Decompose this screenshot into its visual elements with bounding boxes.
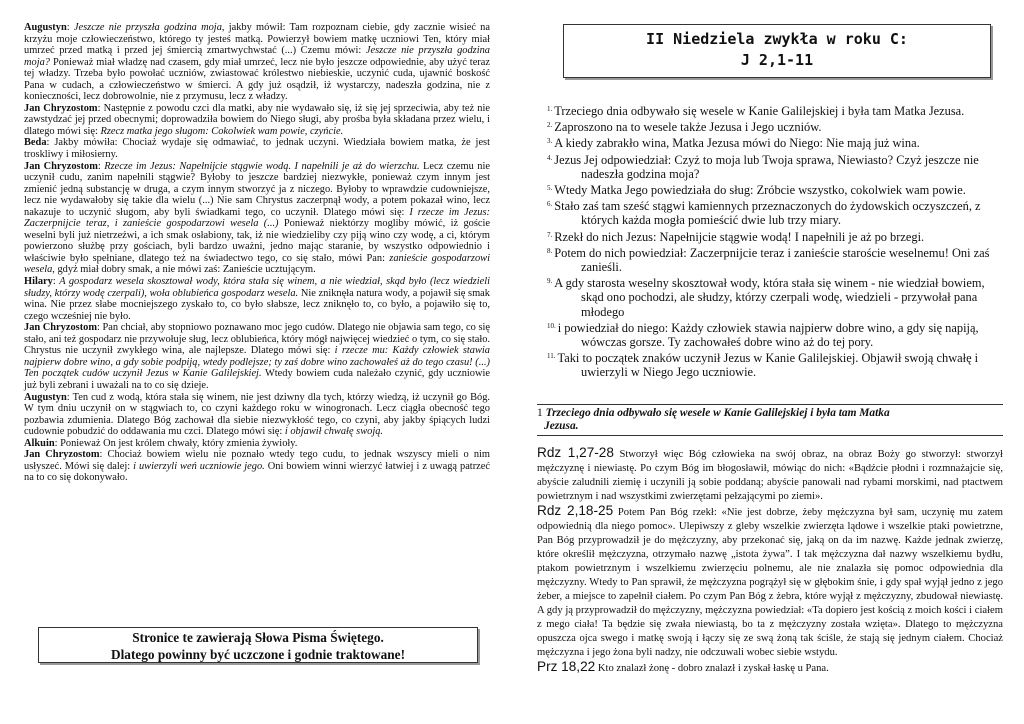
speaker-name: Jan Chryzostom	[24, 102, 98, 114]
quoted-scripture: Rzecze im Jezus: Napełnijcie stągwie wodą. I napełnili je aż do wierzchu.	[104, 160, 420, 172]
verse-number: 10.	[547, 321, 556, 330]
verse-text: A kiedy zabrakło wina, Matka Jezusa mówi do Niego: Nie mają już wina.	[554, 136, 920, 151]
verse-item	[537, 244, 997, 274]
verse-number: 7.	[547, 230, 553, 239]
verse-item	[537, 118, 997, 134]
cross-reference	[537, 660, 1003, 676]
verse-number: 11.	[547, 352, 556, 361]
quoted-scripture: zanieście gospodarzowi wesela	[24, 252, 490, 276]
verse-number: 1.	[547, 105, 553, 113]
commentary-text: Ponieważ niektórzy mogliby mówić, iż goście weselni byli już nietrzeźwi, a ich smak osłabiony, tak, iż nie wiedzieliby czy piją wino czy wodę, a ci, którym powierzono służbę przy gościach, byli bardzo uważni, jedno mając staranie, by wszystko odpowiednio i właściwie było spełniane, dlatego też na świadectwo tego, co się stało, mówi Pan:	[24, 218, 490, 264]
quoted-scripture: i uwierzyli weń uczniowie jego.	[133, 460, 265, 472]
verse-item	[537, 197, 997, 227]
commentary-column	[24, 22, 490, 484]
verse-item	[537, 151, 997, 181]
speaker-name: Alkuin	[24, 437, 55, 449]
commentary-text: , jakby mówił: Tam rozpoznam ciebie, gdy zacznie wisieć na krzyżu moje człowieczeństwo, którego ty jesteś matką. Powierzył bowiem matkę uczniowi Ten, który miał umrzeć przed matką i przed jej śmiercią zmartwychwstać (...) Czemu mówi:	[24, 22, 490, 57]
commentary-text: Wtedy bowiem cuda należało czynić, gdy uczniowie już byli zebrani i uważali na to co się dzieje.	[24, 368, 490, 391]
verse-text: A gdy starosta weselny skosztował wody, która stała się winem - nie wiedział bowiem, skąd ono pochodzi, ale słudzy, którzy czerpali wodę, wiedzieli - przywołał pana młodego	[554, 276, 985, 319]
verse-item	[537, 319, 997, 349]
verse-number: 2.	[547, 121, 553, 130]
verse-list	[537, 102, 997, 380]
quoted-scripture: I rzecze im Jezus: Zaczerpnijcie teraz, i zanieście gospodarzowi wesela (...)	[24, 206, 490, 230]
verse-item	[537, 181, 997, 197]
cross-reference	[537, 504, 1003, 660]
commentary-text: : Pan chciał, aby stopniowo poznawano moc jego cudów. Dlatego nie objawia sam tego, co się stało, ani też gospodarz nie przywołuje sług, lecz oblubieńca, który mógł najwięcej wiedzieć o tym, co się stało. Chrystus nie uczynił zwykłego wina, ale najlepsze. Dlatego mówi się:	[24, 322, 490, 357]
commentary-paragraph	[24, 161, 490, 276]
commentary-paragraph	[24, 22, 490, 103]
commentary-text: Ponieważ miał władzę nad czasem, gdy miał umrzeć, lecz nie było jeszcze odpowiednie, aby użyć teraz tej władzy. Trzeba było powołać uczniów, zwiastować królestwo niebieskie, uczynić cuda, ujawnić boskość Pana w cudach, a człowieczeństwo w śmierci. A gdy już osądził, iż wystarczy, nadeszła godzina, nie z konieczności, lecz dobrowolnie, nie z przymusu, lecz z władzy.	[24, 56, 490, 103]
gospel-reference: J 2,1-11	[740, 51, 814, 69]
notice-line-1: Stronice te zawierają Słowa Pisma Świętego.	[132, 630, 384, 645]
page-title: II Niedziela zwykła w roku C:	[646, 30, 908, 48]
commentary-text: :	[66, 22, 74, 33]
verse-number: 9.	[547, 277, 553, 286]
commentary-text: Oni bowiem winni wierzyć łatwiej i z uwagą patrzeć na to co się dokonywało.	[24, 460, 490, 484]
quoted-scripture: i objawił chwałę swoją.	[284, 426, 383, 438]
speaker-name: Jan Chryzostom	[24, 160, 98, 172]
commentary-text: Nie zniknęła natura wody, a pojawił się smak wina. Nie przez słabe mocniejszego zyskało to, co było słabsze, lecz zniknęło to, co było, a pojawiło się to, czego wcześniej nie było.	[24, 287, 490, 322]
commentary-text: : Następnie z powodu czci dla matki, aby nie wydawało się, iż się jej sprzeciwia, aby też nie zawstydzać jej przed obecnymi; doprowadziła bowiem do Niego sługi, aby prośba była składana przez wielu, i dlatego mówi się:	[24, 102, 490, 137]
verse-number: 5.	[547, 184, 553, 193]
commentary-paragraph	[24, 392, 490, 438]
verse-number: 6.	[547, 200, 553, 209]
verse-item	[537, 134, 997, 150]
quoted-scripture: Jeszcze nie przyszła godzina moja?	[24, 45, 490, 68]
commentary-paragraph	[24, 438, 490, 450]
header-box	[563, 24, 991, 78]
commentary-text: : Jakby mówiła: Chociaż wydaje się odmawiać, to jednak uczyni. Wiedziała bowiem matka, że jest troskliwy i miłosierny.	[24, 137, 490, 161]
verse-text: Potem do nich powiedział: Zaczerpnijcie teraz i zanieście staroście weselnemu! Oni zaś zanieśli.	[554, 245, 990, 275]
selected-verse-text: Trzeciego dnia odbywało się wesele w Kanie Galilejskiej i była tam Matka	[545, 407, 890, 419]
commentary-text: : Chociaż bowiem wielu nie poznało wtedy tego cudu, to jednak wszyscy mieli o nim usłyszeć. Mówi się dalej:	[24, 449, 490, 472]
verse-text: Rzekł do nich Jezus: Napełnijcie stągwie wodą! I napełnili je aż po brzegi.	[554, 229, 925, 244]
speaker-name: Augustyn	[24, 22, 67, 33]
verse-item	[537, 102, 997, 118]
verse-text: Jezus Jej odpowiedział: Czyż to moja lub Twoja sprawa, Niewiasto? Czyż jeszcze nie nadeszła godzina moja?	[554, 152, 979, 181]
commentary-text: :	[97, 160, 105, 172]
cross-reference-text: Stworzył więc Bóg człowieka na swój obraz, na obraz Boży go stworzył: stworzył mężczyznę i niewiastę. Po czym Bóg im błogosławił, mówiąc do nich: «Bądźcie płodni i rozmnażajcie się, abyście zaludnili ziemię i uczynili ją sobie poddaną; abyście panowali nad rybami morskimi, nad ptactwem powietrznym i nad wszystkimi zwierzętami pełzającymi po ziemi».	[537, 449, 1003, 502]
commentary-text: : Ponieważ On jest królem chwały, który zmienia żywioły.	[54, 437, 298, 449]
verse-number: 3.	[547, 137, 553, 146]
commentary-paragraph	[24, 276, 490, 322]
verse-text: i powiedział do niego: Każdy człowiek stawia najpierw dobre wino, a gdy się napiją, wówczas gorsze. Ty zachowałeś dobre wino aż do tej pory.	[557, 320, 979, 350]
cross-reference-label: Rdz 2,18-25	[537, 503, 614, 518]
verse-item	[537, 274, 997, 319]
cross-reference-text: Kto znalazł żonę - dobro znalazł i zyskał łaskę u Pana.	[597, 663, 829, 674]
speaker-name: Jan Chryzostom	[24, 449, 100, 461]
quoted-scripture: i rzecze mu: Każdy człowiek stawia najpierw dobre wino, a gdy sobie podpiją, wtedy podlejsze; ty zaś dobre wino zachowałeś aż do tego czasu! (...) Ten początek cudów uczynił Jezus w Kanie Galilejskiej.	[24, 345, 490, 380]
cross-reference-label: Prz 18,22	[537, 659, 596, 674]
verse-item	[537, 228, 997, 244]
verse-item	[537, 349, 997, 379]
commentary-text: : Ten cud z wodą, która stała się winem, nie jest dziwny dla tych, którzy wiedzą, iż uczynił go Bóg. W tym dniu uczynił on w stągwiach to, co czyni każdego roku w winogronach. Lecz ciągła obecność tego pozbawia zdumienia. Dlatego Bóg zachował dla siebie niezwykłość tego, co czyni, aby jakby śpiących ludzi cudownie pobudzić do oddawania mu czci. Dlatego mówi się:	[24, 391, 490, 438]
notice-line-2: Dlatego powinny być uczczone i godnie traktowane!	[111, 647, 405, 662]
verse-number: 4.	[547, 153, 553, 162]
cross-reference	[537, 446, 1003, 504]
verse-number: 8.	[547, 246, 553, 255]
verse-text: Stało zaś tam sześć stągwi kamiennych przeznaczonych do żydowskich oczyszczeń, z których każda mogła pomieścić dwie lub trzy miary.	[554, 199, 981, 228]
commentary-paragraph	[24, 103, 490, 138]
commentary-paragraph	[24, 322, 490, 391]
selected-verse-number: 1	[537, 407, 543, 419]
commentary-text: , gdyż miał dobry smak, a nie mówi zaś: Zanieście ucztującym.	[52, 264, 316, 276]
commentary-paragraph	[24, 449, 490, 484]
commentary-text: :	[52, 276, 60, 288]
verse-text: Trzeciego dnia odbywało się wesele w Kanie Galilejskiej i była tam Matka Jezusa.	[554, 104, 965, 118]
selected-verse-text-cont: Jezusa.	[544, 420, 579, 432]
speaker-name: Beda	[24, 137, 47, 149]
quoted-scripture: Rzecz matka jego sługom: Cokolwiek wam powie, czyńcie.	[100, 125, 344, 137]
verse-text: Wtedy Matka Jego powiedziała do sług: Zróbcie wszystko, cokolwiek wam powie.	[554, 183, 966, 198]
quoted-scripture: A gospodarz wesela skosztował wody, która stała się winem, a nie wiedział, skąd było (lecz wiedzieli słudzy, którzy wodę czerpali), woła oblubieńca gospodarz wesela.	[24, 276, 490, 299]
selected-verse-bar	[537, 404, 1003, 436]
speaker-name: Augustyn	[24, 391, 67, 403]
reverence-notice	[38, 627, 478, 663]
verse-text: Taki to początek znaków uczynił Jezus w Kanie Galilejskiej. Objawił swoją chwałę i uwierzyli w Niego Jego uczniowie.	[557, 351, 979, 380]
cross-reference-label: Rdz 1,27-28	[537, 445, 614, 460]
cross-reference-text: Potem Pan Bóg rzekł: «Nie jest dobrze, żeby mężczyzna był sam, uczynię mu zatem odpowiednią dla niego pomoc». Ulepiwszy z gleby wszelkie zwierzęta lądowe i wszelkie ptaki powietrzne, Pan Bóg przyprowadził je do mężczyzny, aby przekonać się, jaką on da im nazwę. Każde jednak zwierzę, które określił mężczyzna, otrzymało nazwę „istota żywa”. I tak mężczyzna dał nazwy wszelkiemu bydłu, ptakom powietrznym i wszelkiemu zwierzęciu polnemu, ale nie znalazła się pomoc odpowiednia dla mężczyzny. Wtedy to Pan sprawił, że mężczyzna pogrążył się w głębokim śnie, i gdy spał wyjął jedno z jego żeber, a miejsce to zapełnił ciałem. Po czym Pan Bóg z żebra, które wyjął z mężczyzny, zbudował niewiastę. A gdy ją przyprowadził do mężczyzny, mężczyzna powiedział: «Ta dopiero jest kością z moich kości i ciałem z mego ciała! Ta będzie się zwała niewiastą, bo ta z mężczyzny została wzięta». Dlatego to mężczyzna opuszcza ojca swego i matkę swoją i łączy się ze swą żoną tak ściśle, że stają się jednym ciałem. Chociaż mężczyzna i jego żona byli nadzy, nie odczuwali wobec siebie wstydu.	[537, 507, 1003, 658]
speaker-name: Hilary	[24, 276, 53, 288]
verse-text: Zaproszono na to wesele także Jezusa i Jego uczniów.	[554, 120, 822, 135]
commentary-paragraph	[24, 137, 490, 160]
speaker-name: Jan Chryzostom	[24, 322, 98, 334]
commentary-text: Lecz czemu nie uczynił cudu, zanim napełnili stągwie? Byłoby to jeszcze bardziej niezwykłe, ponieważ czym innym jest zmienić jedną substancję w druga, a czym innym stworzyć ja z niczego. Byłoby to wprawdzie cudowniejsze, lecz nie wydawałoby się takie dla wielu (...) Nie sam Chrystus zaczerpnął wody, a potem pokazał wino, lecz nakazuje to uczynić sługom, aby byli świadkami tego, co uczynił. Dlatego mówi się:	[24, 160, 490, 218]
quoted-scripture: Jeszcze nie przyszła godzina moja	[73, 22, 222, 33]
cross-references	[537, 446, 1003, 676]
